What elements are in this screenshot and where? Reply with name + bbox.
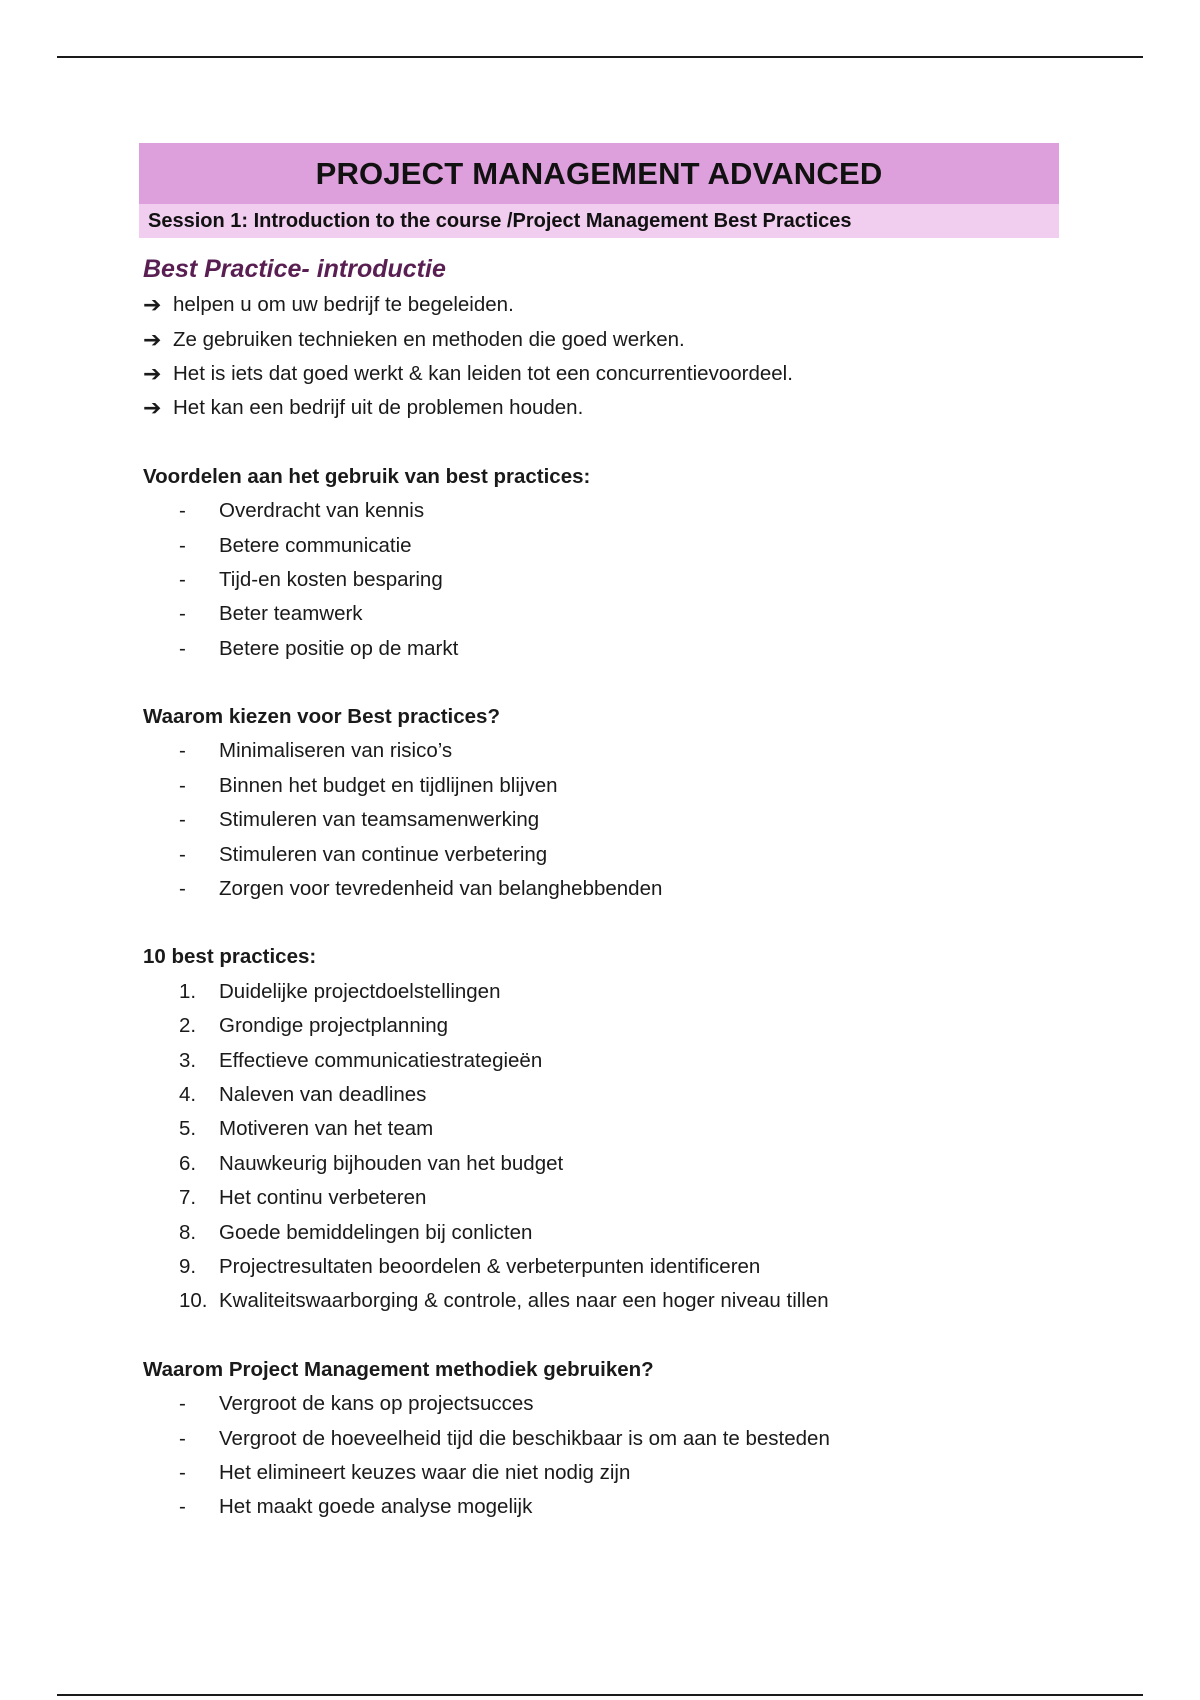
list-item — [139, 1215, 1059, 1249]
list-item — [143, 288, 1059, 322]
list-number: 7. — [179, 1186, 197, 1210]
list-item-text: Kwaliteitswaarborging & controle, alles naar een hoger niveau tillen — [219, 1289, 829, 1313]
list-item — [139, 1284, 1059, 1318]
list-item-text: Vergroot de kans op projectsucces — [219, 1392, 534, 1416]
dash-bullet: - — [179, 567, 186, 591]
dash-bullet: - — [179, 636, 186, 660]
top-rule — [57, 56, 1143, 58]
list-item-text: Motiveren van het team — [219, 1117, 434, 1141]
list-number: 4. — [179, 1083, 197, 1106]
list-item — [139, 494, 1059, 528]
intro-heading: Best Practice- introductie — [143, 255, 446, 283]
list-number: 1. — [179, 979, 197, 1003]
list-item — [143, 391, 1059, 425]
dash-bullet: - — [179, 739, 186, 763]
list-item — [139, 563, 1059, 597]
list-item — [139, 837, 1059, 871]
list-item — [139, 769, 1059, 803]
voordelen-list — [139, 494, 1059, 666]
dash-bullet: - — [179, 877, 186, 901]
dash-bullet: - — [179, 773, 186, 797]
list-number: 9. — [179, 1254, 197, 1278]
list-item — [139, 597, 1059, 631]
list-item-text: Tijd-en kosten besparing — [219, 567, 443, 591]
list-item-text: Het elimineert keuzes waar die niet nodig zijn — [219, 1460, 631, 1484]
dash-bullet: - — [179, 499, 186, 523]
list-number: 5. — [179, 1117, 197, 1141]
dash-bullet: - — [179, 1495, 186, 1519]
list-item-text: Het is iets dat goed werkt & kan leiden tot een concurrentievoordeel. — [173, 361, 793, 385]
list-item-text: Stimuleren van teamsamenwerking — [219, 808, 540, 832]
list-item-text: Zorgen voor tevredenheid van belanghebbenden — [219, 877, 663, 901]
list-item-text: Het continu verbeteren — [219, 1186, 427, 1210]
list-item — [139, 803, 1059, 837]
dash-bullet: - — [179, 1426, 186, 1450]
list-item — [139, 1421, 1059, 1455]
list-number: 6. — [179, 1151, 197, 1175]
waarom-heading: Waarom kiezen voor Best practices? — [143, 705, 500, 729]
list-item-text: Overdracht van kennis — [219, 499, 425, 523]
list-item — [139, 1456, 1059, 1490]
list-item-text: Binnen het budget en tijdlijnen blijven — [219, 773, 558, 797]
list-item — [139, 1250, 1059, 1284]
intro-list — [139, 288, 1059, 426]
list-item-text: Stimuleren van continue verbetering — [219, 842, 548, 866]
session-subtitle: Session 1: Introduction to the course /Project Management Best Practices — [139, 204, 1059, 238]
dash-bullet: - — [179, 1460, 186, 1484]
arrow-right-icon: ➔ — [143, 326, 162, 352]
list-item — [139, 632, 1059, 666]
list-item-text: Beter teamwerk — [219, 602, 363, 626]
list-item-text: Het kan een bedrijf uit de problemen houden. — [173, 396, 584, 420]
dash-bullet: - — [179, 533, 186, 557]
list-item — [139, 1181, 1059, 1215]
list-item — [139, 1078, 1059, 1112]
list-item — [139, 1147, 1059, 1181]
list-item — [139, 975, 1059, 1009]
list-item-text: Nauwkeurig bijhouden van het budget — [219, 1151, 564, 1175]
list-item — [139, 528, 1059, 562]
list-item — [143, 357, 1059, 391]
list-item — [139, 734, 1059, 768]
ten-best-heading: 10 best practices: — [143, 945, 317, 969]
dash-bullet: - — [179, 602, 186, 626]
arrow-right-icon: ➔ — [143, 292, 162, 318]
voordelen-heading: Voordelen aan het gebruik van best practices: — [143, 464, 591, 488]
bottom-rule — [57, 1694, 1143, 1696]
dash-bullet: - — [179, 808, 186, 832]
arrow-right-icon: ➔ — [143, 360, 162, 386]
waarom-list — [139, 734, 1059, 906]
list-item-text: Vergroot de hoeveelheid tijd die beschikbaar is om aan te besteden — [219, 1426, 830, 1450]
list-item-text: Effectieve communicatiestrategieën — [219, 1048, 543, 1072]
list-number: 2. — [179, 1014, 197, 1038]
list-number: 8. — [179, 1220, 197, 1244]
list-item — [143, 322, 1059, 356]
list-item-text: Goede bemiddelingen bij conlicten — [219, 1220, 533, 1244]
list-item-text: Projectresultaten beoordelen & verbeterpunten identificeren — [219, 1254, 761, 1278]
list-number: 10. — [179, 1289, 208, 1313]
page-title: PROJECT MANAGEMENT ADVANCED — [139, 143, 1059, 204]
arrow-right-icon: ➔ — [143, 395, 162, 421]
list-item — [139, 1009, 1059, 1043]
list-item-text: Het maakt goede analyse mogelijk — [219, 1495, 533, 1519]
list-item — [139, 1387, 1059, 1421]
list-item-text: Ze gebruiken technieken en methoden die goed werken. — [173, 327, 685, 351]
list-item — [139, 872, 1059, 906]
list-item — [139, 1043, 1059, 1077]
list-item-text: Duidelijke projectdoelstellingen — [219, 979, 501, 1003]
methodiek-list — [139, 1387, 1059, 1525]
list-item-text: Grondige projectplanning — [219, 1014, 449, 1038]
list-item-text: Betere communicatie — [219, 533, 412, 557]
list-item-text: Naleven van deadlines — [219, 1083, 427, 1106]
list-number: 3. — [179, 1048, 197, 1072]
list-item-text: Minimaliseren van risico’s — [219, 739, 453, 763]
list-item-text: Betere positie op de markt — [219, 636, 459, 660]
dash-bullet: - — [179, 1392, 186, 1416]
methodiek-heading: Waarom Project Management methodiek gebruiken? — [143, 1357, 654, 1381]
list-item — [139, 1490, 1059, 1524]
list-item — [139, 1112, 1059, 1146]
list-item-text: helpen u om uw bedrijf te begeleiden. — [173, 293, 514, 317]
document-page — [139, 143, 1059, 1525]
dash-bullet: - — [179, 842, 186, 866]
ten-best-list — [139, 975, 1059, 1319]
